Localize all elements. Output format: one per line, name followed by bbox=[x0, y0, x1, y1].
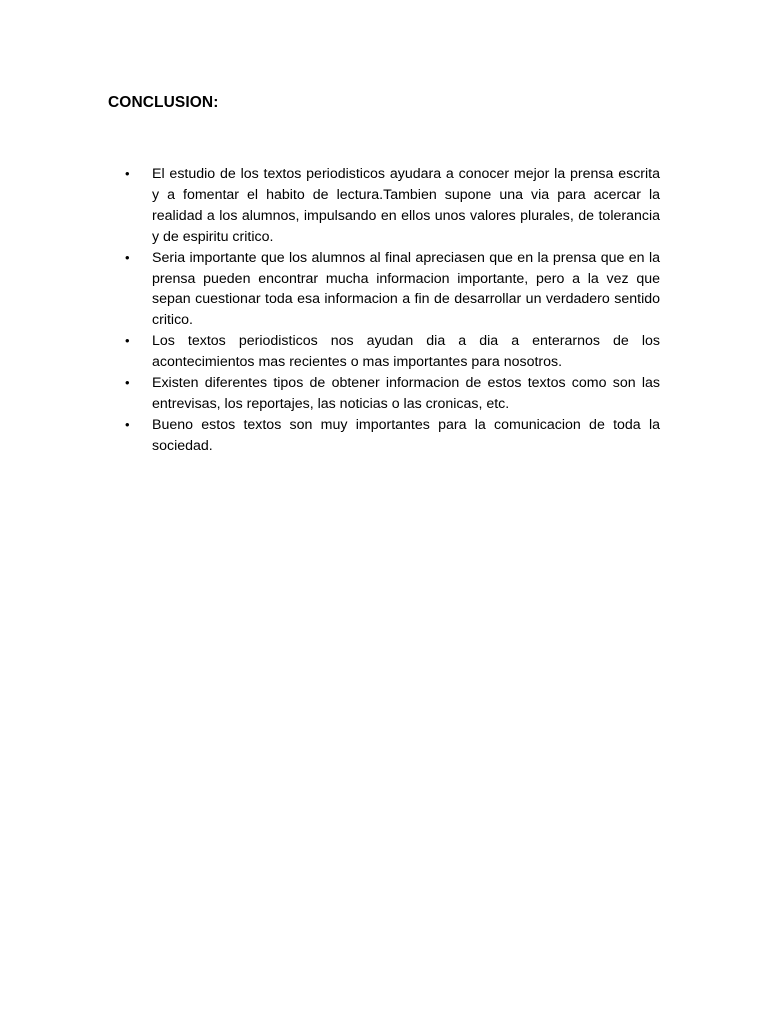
bullet-icon: • bbox=[125, 333, 130, 349]
conclusion-list bbox=[125, 164, 660, 457]
list-item-text: Seria importante que los alumnos al final apreciasen que en la prensa que en la prensa pueden encontrar mucha informacion importante, pero a la vez que sepan cuestionar toda esa informacion a fin de desarrollar un verdadero sentido critico. bbox=[152, 249, 660, 329]
list-item-text: Los textos periodisticos nos ayudan dia a dia a enterarnos de los acontecimientos mas recientes o mas importantes para nosotros. bbox=[152, 333, 660, 371]
bullet-icon: • bbox=[125, 375, 130, 391]
list-item bbox=[125, 415, 660, 457]
list-item-text: El estudio de los textos periodisticos ayudara a conocer mejor la prensa escrita y a fomentar el habito de lectura.Tambien supone una via para acercar la realidad a los alumnos, impulsando en ellos unos valores plurales, de tolerancia y de espiritu critico. bbox=[152, 166, 660, 245]
bullet-icon: • bbox=[125, 166, 130, 181]
bullet-icon: • bbox=[125, 249, 130, 265]
page-title: CONCLUSION: bbox=[108, 94, 219, 111]
list-item bbox=[125, 373, 660, 415]
list-item-text: Bueno estos textos son muy importantes para la comunicacion de toda la sociedad. bbox=[152, 416, 660, 454]
list-item-text: Existen diferentes tipos de obtener informacion de estos textos como son las entrevisas, los reportajes, las noticias o las cronicas, etc. bbox=[152, 375, 660, 412]
list-item bbox=[125, 248, 660, 332]
list-item bbox=[125, 331, 660, 373]
bullet-icon: • bbox=[125, 416, 130, 432]
list-item bbox=[125, 164, 660, 248]
